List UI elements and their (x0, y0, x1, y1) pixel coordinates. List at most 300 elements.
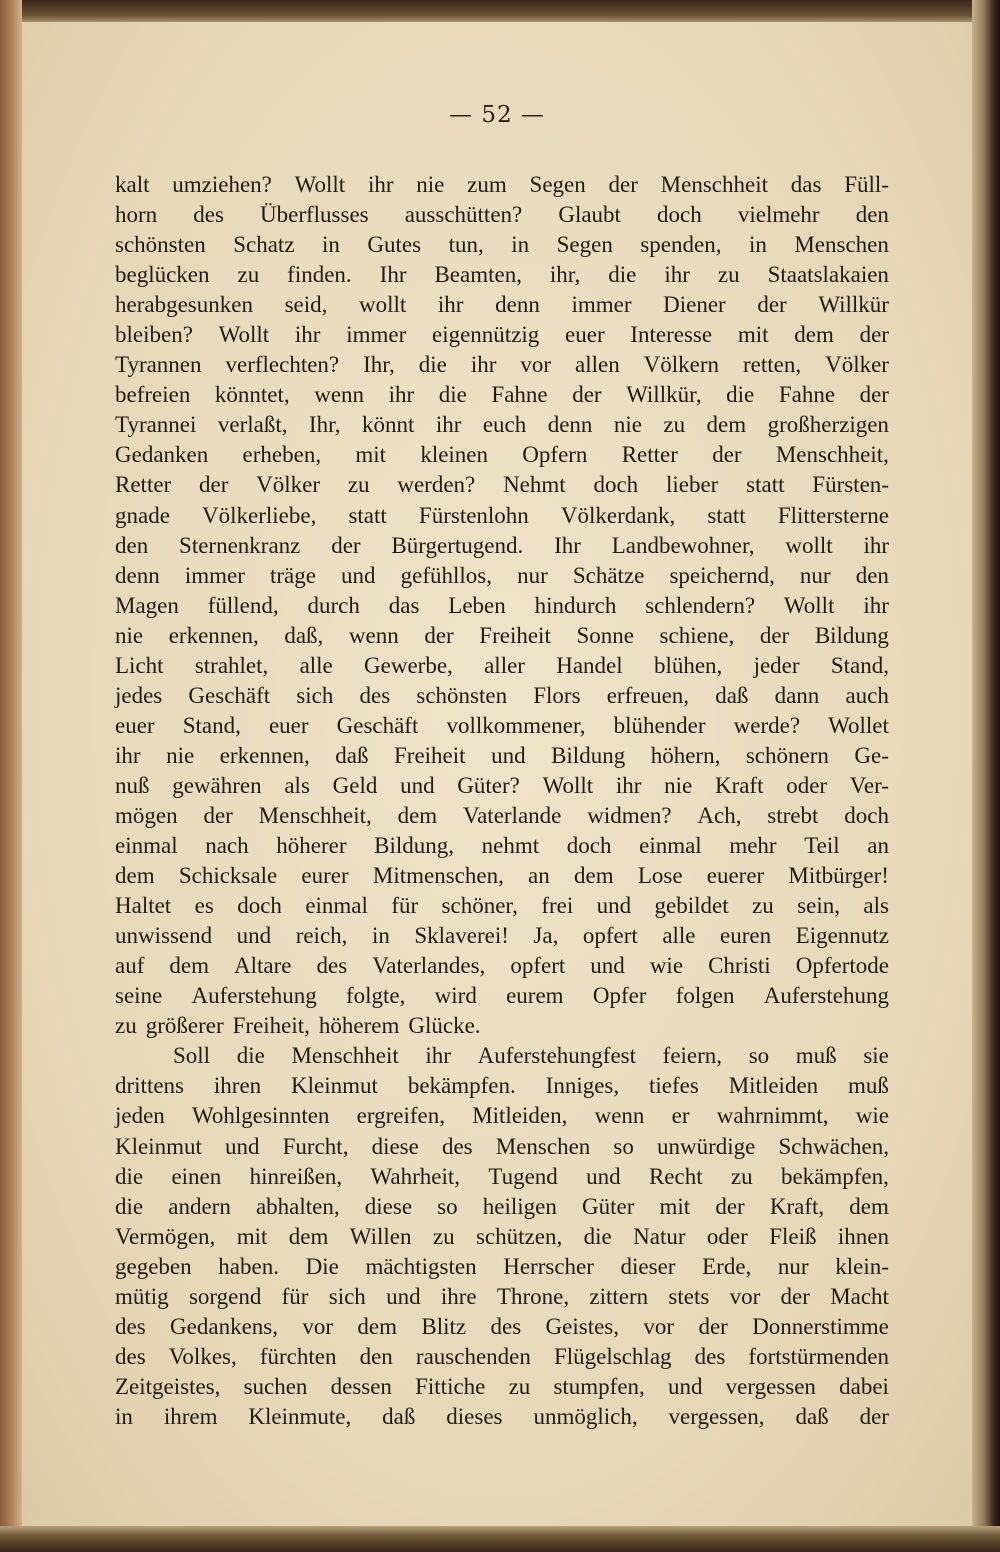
word: Auferstehungfest (477, 1043, 637, 1069)
word: doch (593, 472, 639, 498)
word: zu (432, 1223, 455, 1249)
word: reich, (295, 923, 348, 949)
text-line (115, 981, 889, 1011)
word: Flittersterne (777, 502, 889, 528)
word: dem (573, 863, 614, 889)
word: Wollt (783, 592, 835, 618)
word: Auferstehung (191, 983, 317, 1009)
word: Ihr, (308, 412, 341, 438)
text-line (115, 170, 889, 200)
word: dessen (330, 1373, 392, 1399)
word: zu (508, 1373, 531, 1399)
text-line (115, 350, 889, 380)
word: und (667, 1373, 703, 1399)
word: Ja, (533, 923, 559, 949)
word: Inniges, (545, 1073, 620, 1099)
word: zum (467, 172, 507, 197)
word: füllend, (207, 592, 279, 618)
word: horn (115, 202, 158, 228)
word: sich (296, 682, 334, 708)
word: Kleinmut (291, 1073, 378, 1099)
word: stets (668, 1283, 710, 1309)
word: das (790, 172, 822, 197)
word: umziehen? (172, 172, 272, 197)
word: nur (517, 562, 548, 588)
word: immer (346, 322, 407, 348)
word: und (225, 1133, 260, 1159)
text-line (115, 921, 889, 951)
word: unmöglich, (533, 1403, 638, 1429)
word: schönern (745, 742, 829, 768)
word: Fürstenlohn (418, 502, 529, 528)
word: Kraft (714, 772, 764, 798)
word: vergessen, (668, 1403, 765, 1429)
word: feiern, (662, 1043, 723, 1069)
word: der (859, 1403, 889, 1429)
word: Kleinmut (115, 1133, 202, 1159)
word: Magen (115, 592, 179, 618)
word: ergreifen, (356, 1103, 445, 1129)
word: durch (307, 592, 360, 618)
word: euer (268, 712, 309, 738)
word: schönsten (416, 682, 508, 708)
word: wollt (785, 532, 833, 558)
word: muß (848, 1073, 889, 1099)
word: wenn (314, 382, 365, 408)
word: klein- (835, 1253, 889, 1279)
word: so (437, 1193, 458, 1219)
word: kleinen (420, 442, 489, 468)
word: zu (237, 262, 260, 288)
word: Wahrheit, (370, 1163, 460, 1189)
text-line (115, 1402, 889, 1432)
word: Beamten, (434, 262, 522, 288)
word: nie (664, 772, 693, 798)
word: höherem (318, 1013, 400, 1039)
word: den (115, 532, 149, 558)
word: als (284, 772, 310, 798)
word: auch (845, 682, 889, 708)
word: die (583, 1223, 612, 1249)
word: Teil (804, 833, 840, 859)
word: wenn (348, 622, 399, 648)
book-left-edge (0, 0, 22, 1552)
word: verflechten? (225, 352, 340, 378)
word: seid, (284, 292, 328, 318)
text-line (115, 440, 889, 470)
word: Opfer (592, 983, 647, 1009)
word: das (388, 592, 420, 618)
word: Ihr (379, 262, 407, 288)
word: Gedankens, (170, 1313, 278, 1339)
text-line (115, 591, 889, 621)
word: oder (706, 1223, 748, 1249)
word: statt (746, 472, 785, 498)
text-line (115, 621, 889, 651)
word: Ge- (854, 742, 889, 768)
word: und (586, 1163, 621, 1189)
word: an (867, 833, 889, 859)
word: mehr (729, 833, 777, 859)
word: Mitmenschen, (372, 863, 504, 889)
text-line (115, 1162, 889, 1192)
word: Völker (256, 472, 321, 498)
word: Gewerbe, (364, 652, 453, 678)
word: Schicksale (178, 863, 278, 889)
word: hinreißen, (249, 1163, 343, 1189)
text-line (115, 711, 889, 741)
word: und (236, 923, 272, 949)
word: Gedanken (115, 442, 209, 468)
word: Geistes, (545, 1313, 620, 1339)
word: einmal (639, 833, 702, 859)
word: Ihr, (363, 352, 395, 378)
word: statt (348, 502, 387, 528)
word: doch (844, 802, 889, 828)
word: Tyrannei (115, 412, 197, 438)
word: höhern, (650, 742, 721, 768)
word: Vaterlande (463, 802, 562, 828)
text-line (115, 801, 889, 831)
word: Segen (529, 172, 586, 197)
word: könnt (362, 412, 415, 438)
text-line (115, 861, 889, 891)
word: drittens (115, 1073, 184, 1099)
word: ihr (367, 172, 394, 197)
word: verlaßt, (217, 412, 288, 438)
word: erkennen, (219, 742, 310, 768)
word: rauschenden (415, 1343, 531, 1369)
word: wollt (359, 292, 407, 318)
word: blühen, (653, 652, 723, 678)
word: Menschheit (291, 1043, 399, 1069)
word: ihr, (549, 262, 581, 288)
word: vor (643, 1313, 675, 1339)
word: dem (288, 1223, 329, 1249)
word: daß (382, 1403, 416, 1429)
word: Herrscher (503, 1253, 594, 1279)
word: Zeitgeistes, (115, 1373, 221, 1399)
word: eurem (506, 983, 564, 1009)
word: Freiheit (479, 622, 551, 648)
word: träge (269, 562, 316, 588)
word: nur (799, 562, 831, 588)
word: der (780, 1283, 810, 1309)
text-line (115, 771, 889, 801)
word: muß (795, 1043, 837, 1069)
word: dem (706, 412, 747, 438)
text-line (115, 1011, 889, 1041)
paper-page (22, 22, 972, 1526)
word: ihr (388, 382, 415, 408)
text-line (115, 651, 889, 681)
word: Freiheit, (232, 1013, 310, 1039)
word: Ihr (554, 532, 581, 558)
word: Menschheit (660, 172, 768, 197)
word: strahlet, (194, 652, 269, 678)
word: Ver- (849, 772, 889, 798)
word: schöner, (441, 893, 518, 919)
word: alle (299, 652, 333, 678)
word: gegeben (115, 1253, 192, 1279)
word: gnade (115, 502, 170, 528)
word: kalt (115, 172, 150, 197)
word: Fürsten- (812, 472, 889, 498)
text-line (115, 470, 889, 500)
word: Willkür, (626, 382, 702, 408)
word: Wollt (294, 172, 346, 197)
word: bleiben? (115, 322, 193, 348)
word: der (712, 442, 742, 468)
word: und (590, 953, 625, 979)
word: immer (184, 562, 245, 588)
word: zu (717, 262, 740, 288)
word: Leben (448, 592, 506, 618)
word: euer (115, 712, 155, 738)
word: nur (777, 1253, 809, 1279)
word: Volkes, (168, 1343, 237, 1369)
word: der (331, 532, 361, 558)
word: und (341, 562, 376, 588)
word: Landbewohner, (611, 532, 755, 558)
word: großherzigen (767, 412, 889, 438)
text-line (115, 1312, 889, 1342)
word: der (698, 1313, 728, 1339)
word: ihr (863, 592, 889, 618)
word: so (613, 1133, 634, 1159)
text-line (115, 1342, 889, 1372)
text-line (115, 1282, 889, 1312)
word: vor (302, 1313, 334, 1339)
text-line (115, 200, 889, 230)
word: Bildung, (374, 833, 455, 859)
word: gebildet (654, 893, 729, 919)
word: Menschen (794, 232, 889, 258)
word: vergessen (725, 1373, 816, 1399)
word: wie (855, 1103, 889, 1129)
word: folgte, (345, 983, 406, 1009)
word: Licht (115, 652, 164, 678)
word: der (608, 172, 638, 197)
word: dieser (620, 1253, 676, 1279)
word: mächtigsten (365, 1253, 477, 1279)
word: jeden (115, 1103, 165, 1129)
word: Glücke. (408, 1013, 481, 1039)
word: Erde, (702, 1253, 752, 1279)
word: vollkommener, (446, 712, 586, 738)
word: daß (795, 1403, 829, 1429)
word: Mitbürger! (788, 863, 889, 889)
word: Bürgertugend. (391, 532, 524, 558)
text-line (115, 681, 889, 711)
word: sorgend (188, 1283, 262, 1309)
word: ausschütten? (404, 202, 523, 228)
word: Tugend (488, 1163, 558, 1189)
word: vor (729, 1283, 761, 1309)
word: zittern (589, 1283, 649, 1309)
word: in (748, 232, 767, 258)
word: ihr (470, 352, 497, 378)
word: jedes (115, 682, 163, 708)
word: finden. (287, 262, 352, 288)
word: bekämpfen, (780, 1163, 889, 1189)
word: Furcht, (282, 1133, 349, 1159)
word: Staatslakaien (767, 262, 889, 288)
word: doch (237, 893, 282, 919)
word: denn (495, 292, 540, 318)
word: Natur (633, 1223, 686, 1249)
word: Vermögen, (115, 1223, 216, 1249)
word: und (386, 1283, 421, 1309)
word: Christi (708, 953, 771, 979)
word: werden? (397, 472, 476, 498)
word: Auferstehung (763, 983, 889, 1009)
word: für (391, 893, 419, 919)
word: frei (541, 893, 574, 919)
word: speichernd, (669, 562, 775, 588)
word: aller (484, 652, 525, 678)
word: den (359, 1343, 393, 1369)
word: Völkerdank, (560, 502, 676, 528)
word: des (359, 682, 391, 708)
word: an (528, 863, 550, 889)
word: vor (520, 352, 552, 378)
word: Opfertode (795, 953, 889, 979)
word: Bildung (814, 622, 889, 648)
word: stumpfen, (553, 1373, 645, 1399)
word: Völkerliebe, (202, 502, 317, 528)
word: des (115, 1343, 146, 1369)
word: unwissend (115, 923, 213, 949)
word: nie (416, 172, 445, 197)
word: könntet, (214, 382, 290, 408)
word: sich (328, 1283, 366, 1309)
word: wahrnimmt, (716, 1103, 829, 1129)
word: der (203, 802, 233, 828)
word: des (115, 1313, 146, 1339)
word: Schwächen, (778, 1133, 889, 1159)
word: erheben, (242, 442, 322, 468)
word: dem (397, 802, 438, 828)
book-bottom-edge (0, 1526, 1000, 1552)
word: schlendern? (645, 592, 756, 618)
word: retten, (743, 352, 802, 378)
word: des (316, 953, 348, 979)
word: euerer (706, 863, 765, 889)
word: ihr (615, 772, 642, 798)
word: Blitz (421, 1313, 467, 1339)
text-line (115, 561, 889, 591)
word: mit (659, 1193, 691, 1219)
word: eurer (301, 863, 349, 889)
word: nie (115, 622, 144, 648)
word: sein, (797, 893, 840, 919)
word: Die (305, 1253, 339, 1279)
word: der (759, 622, 790, 648)
word: der (859, 322, 889, 348)
word: als (863, 893, 889, 919)
word: Ach, (697, 802, 742, 828)
word: Mitleiden (728, 1073, 819, 1099)
word: Segen (556, 232, 613, 258)
word: Flors (533, 682, 581, 708)
word: den (855, 562, 889, 588)
word: Menschen (495, 1133, 591, 1159)
page-number: — 52 — (449, 102, 545, 128)
word: daß (715, 682, 749, 708)
word: Kleinmute, (248, 1403, 352, 1429)
text-line (115, 1071, 889, 1101)
word: allen (575, 352, 620, 378)
word: lieber (665, 472, 719, 498)
word: Wollet (828, 712, 889, 738)
word: Wollt (218, 322, 270, 348)
word: Opfern (522, 442, 588, 468)
word: denn (115, 562, 160, 588)
word: Donnerstimme (752, 1313, 889, 1339)
word: Geld (332, 772, 378, 798)
word: fortstürmenden (748, 1343, 889, 1369)
word: sie (863, 1043, 889, 1069)
word: euren (720, 923, 772, 949)
word: mögen (115, 802, 178, 828)
word: die (608, 262, 637, 288)
word: Menschheit, (258, 802, 372, 828)
word: in (511, 232, 530, 258)
word: Menschheit, (775, 442, 889, 468)
word: gefühllos, (400, 562, 492, 588)
word: des (441, 1133, 473, 1159)
word: zu (752, 893, 774, 919)
word: haben. (218, 1253, 279, 1279)
word: folgen (675, 983, 735, 1009)
word: dem (849, 1193, 889, 1219)
word: dem (115, 863, 155, 889)
word: der (859, 382, 889, 408)
word: und (491, 742, 526, 768)
word: opfert (510, 953, 566, 979)
word: Handel (556, 652, 623, 678)
word: erfreuen, (606, 682, 690, 708)
word: der (572, 382, 602, 408)
word: und (596, 893, 632, 919)
word: Recht (648, 1163, 703, 1189)
word: des (193, 202, 224, 228)
text-line (115, 290, 889, 320)
word: schiene, (659, 622, 735, 648)
word: Stand, (830, 652, 889, 678)
word: der (715, 1193, 745, 1219)
word: größerer (145, 1013, 224, 1039)
word: ihr (115, 742, 141, 768)
word: Tyrannen (115, 352, 202, 378)
text-line (115, 1372, 889, 1402)
word: so (748, 1043, 770, 1069)
word: Überflusses (260, 202, 369, 228)
word: nuß (115, 772, 150, 798)
word: er (671, 1103, 690, 1129)
word: der (199, 472, 229, 498)
word: zu (347, 472, 370, 498)
word: die (236, 1043, 265, 1069)
text-line (115, 1041, 889, 1071)
word: andern (168, 1193, 231, 1219)
text-line (115, 1252, 889, 1282)
word: Wollt (542, 772, 594, 798)
word: Retter (621, 442, 678, 468)
word: Soll (173, 1043, 211, 1069)
word: höherer (276, 833, 347, 859)
